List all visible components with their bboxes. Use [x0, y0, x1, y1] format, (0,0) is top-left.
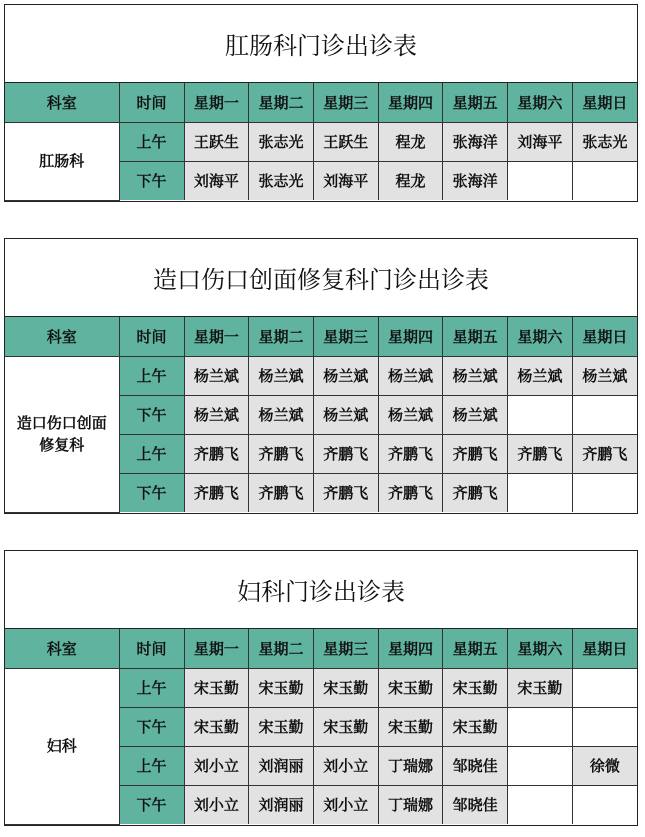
doctor-cell: 程龙	[378, 161, 443, 200]
doctor-cell: 杨兰斌	[443, 395, 508, 434]
doctor-cell: 宋玉勤	[184, 707, 249, 746]
header-time: 时间	[119, 317, 184, 356]
header-day: 星期三	[313, 629, 378, 668]
period-label: 上午	[119, 122, 184, 161]
header-time: 时间	[119, 629, 184, 668]
doctor-cell: 刘海平	[508, 122, 573, 161]
doctor-cell: 宋玉勤	[184, 668, 249, 707]
doctor-cell: 齐鹏飞	[378, 473, 443, 512]
doctor-cell: 宋玉勤	[313, 707, 378, 746]
header-day: 星期日	[572, 629, 637, 668]
doctor-cell	[508, 473, 573, 512]
doctor-cell	[572, 161, 637, 200]
doctor-cell: 王跃生	[313, 122, 378, 161]
table-title: 造口伤口创面修复科门诊出诊表	[5, 239, 637, 317]
header-day: 星期四	[378, 629, 443, 668]
doctor-cell: 齐鹏飞	[249, 473, 314, 512]
header-day: 星期五	[443, 317, 508, 356]
doctor-cell: 刘小立	[313, 746, 378, 785]
doctor-cell: 丁瑞娜	[378, 746, 443, 785]
schedule-grid	[5, 317, 637, 513]
period-label: 下午	[119, 707, 184, 746]
header-day: 星期五	[443, 629, 508, 668]
header-day: 星期三	[313, 83, 378, 122]
table-title: 妇科门诊出诊表	[5, 551, 637, 629]
doctor-cell: 宋玉勤	[443, 707, 508, 746]
doctor-cell: 刘海平	[184, 161, 249, 200]
period-label: 下午	[119, 473, 184, 512]
period-label: 下午	[119, 161, 184, 200]
doctor-cell: 程龙	[378, 122, 443, 161]
doctor-cell: 宋玉勤	[313, 668, 378, 707]
doctor-cell: 张海洋	[443, 161, 508, 200]
period-label: 上午	[119, 356, 184, 395]
doctor-cell: 杨兰斌	[249, 395, 314, 434]
header-day: 星期日	[572, 83, 637, 122]
doctor-cell: 杨兰斌	[249, 356, 314, 395]
doctor-cell: 宋玉勤	[378, 707, 443, 746]
table-row	[5, 122, 637, 161]
period-label: 上午	[119, 434, 184, 473]
table-row	[5, 668, 637, 707]
table-title: 肛肠科门诊出诊表	[5, 5, 637, 83]
header-day: 星期五	[443, 83, 508, 122]
schedule-grid	[5, 83, 637, 201]
doctor-cell: 张志光	[249, 161, 314, 200]
schedule-table-anorectal	[4, 4, 638, 202]
doctor-cell: 齐鹏飞	[378, 434, 443, 473]
schedule-table-stoma	[4, 238, 638, 514]
doctor-cell: 杨兰斌	[443, 356, 508, 395]
doctor-cell	[572, 668, 637, 707]
doctor-cell	[508, 746, 573, 785]
period-label: 下午	[119, 785, 184, 824]
doctor-cell: 齐鹏飞	[313, 434, 378, 473]
header-dept: 科室	[5, 317, 119, 356]
doctor-cell: 宋玉勤	[249, 668, 314, 707]
doctor-cell: 宋玉勤	[378, 668, 443, 707]
header-day: 星期六	[508, 83, 573, 122]
schedule-table-gynecology	[4, 550, 638, 826]
doctor-cell: 杨兰斌	[378, 356, 443, 395]
doctor-cell: 张志光	[249, 122, 314, 161]
doctor-cell: 刘润丽	[249, 785, 314, 824]
doctor-cell	[508, 395, 573, 434]
doctor-cell: 齐鹏飞	[443, 473, 508, 512]
header-dept: 科室	[5, 83, 119, 122]
doctor-cell: 杨兰斌	[313, 356, 378, 395]
header-day: 星期一	[184, 629, 249, 668]
doctor-cell	[508, 785, 573, 824]
doctor-cell: 丁瑞娜	[378, 785, 443, 824]
doctor-cell: 齐鹏飞	[443, 434, 508, 473]
doctor-cell: 宋玉勤	[443, 668, 508, 707]
header-day: 星期二	[249, 83, 314, 122]
header-row	[5, 629, 637, 668]
doctor-cell: 刘润丽	[249, 746, 314, 785]
doctor-cell: 齐鹏飞	[184, 473, 249, 512]
doctor-cell: 齐鹏飞	[572, 434, 637, 473]
header-day: 星期二	[249, 317, 314, 356]
doctor-cell	[572, 395, 637, 434]
doctor-cell: 宋玉勤	[508, 668, 573, 707]
period-label: 下午	[119, 395, 184, 434]
doctor-cell: 齐鹏飞	[184, 434, 249, 473]
doctor-cell: 邹晓佳	[443, 746, 508, 785]
header-day: 星期六	[508, 629, 573, 668]
period-label: 上午	[119, 668, 184, 707]
doctor-cell: 刘小立	[184, 785, 249, 824]
header-row	[5, 317, 637, 356]
doctor-cell	[572, 707, 637, 746]
doctor-cell: 王跃生	[184, 122, 249, 161]
doctor-cell: 齐鹏飞	[313, 473, 378, 512]
doctor-cell	[508, 707, 573, 746]
header-day: 星期四	[378, 317, 443, 356]
doctor-cell	[508, 161, 573, 200]
dept-name: 妇科	[5, 668, 119, 824]
doctor-cell: 徐微	[572, 746, 637, 785]
doctor-cell: 张海洋	[443, 122, 508, 161]
doctor-cell: 杨兰斌	[572, 356, 637, 395]
dept-name: 肛肠科	[5, 122, 119, 200]
doctor-cell: 杨兰斌	[508, 356, 573, 395]
dept-name: 造口伤口创面修复科	[5, 356, 119, 512]
doctor-cell: 刘小立	[184, 746, 249, 785]
doctor-cell: 齐鹏飞	[508, 434, 573, 473]
header-day: 星期日	[572, 317, 637, 356]
header-day: 星期三	[313, 317, 378, 356]
period-label: 上午	[119, 746, 184, 785]
table-row	[5, 356, 637, 395]
doctor-cell	[572, 785, 637, 824]
doctor-cell: 杨兰斌	[378, 395, 443, 434]
doctor-cell: 杨兰斌	[313, 395, 378, 434]
doctor-cell	[572, 473, 637, 512]
doctor-cell: 宋玉勤	[249, 707, 314, 746]
doctor-cell: 刘海平	[313, 161, 378, 200]
header-day: 星期一	[184, 83, 249, 122]
header-dept: 科室	[5, 629, 119, 668]
doctor-cell: 刘小立	[313, 785, 378, 824]
doctor-cell: 齐鹏飞	[249, 434, 314, 473]
schedule-grid	[5, 629, 637, 825]
doctor-cell: 张志光	[572, 122, 637, 161]
header-day: 星期四	[378, 83, 443, 122]
header-day: 星期一	[184, 317, 249, 356]
header-row	[5, 83, 637, 122]
doctor-cell: 杨兰斌	[184, 356, 249, 395]
doctor-cell: 杨兰斌	[184, 395, 249, 434]
doctor-cell: 邹晓佳	[443, 785, 508, 824]
header-time: 时间	[119, 83, 184, 122]
header-day: 星期二	[249, 629, 314, 668]
header-day: 星期六	[508, 317, 573, 356]
